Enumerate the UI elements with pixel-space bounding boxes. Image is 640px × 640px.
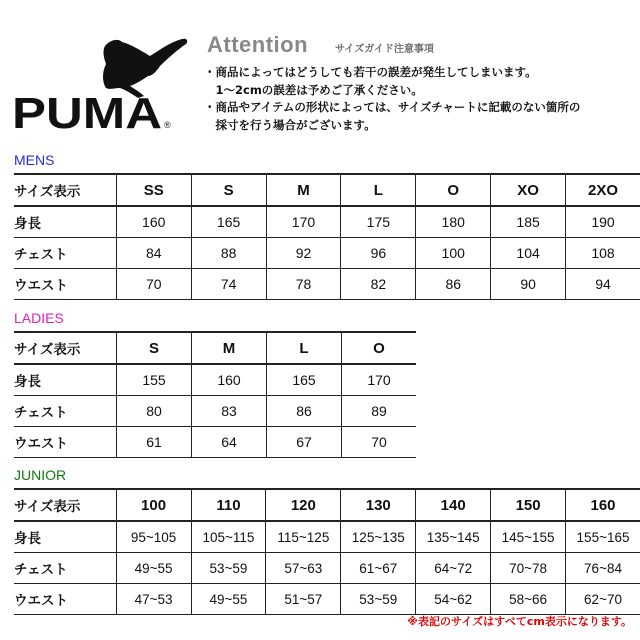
height-cell: 155 [117,364,192,396]
waist-cell: 74 [191,269,266,300]
height-row [14,206,640,238]
chest-cell: 108 [566,238,640,269]
height-cell: 145~155 [491,521,566,553]
size-cell: 140 [416,489,491,521]
size-cell: 120 [266,489,341,521]
chest-cell: 84 [116,238,191,269]
height-cell: 175 [341,206,416,238]
waist-cell: 67 [267,427,342,458]
height-cell: 190 [566,206,640,238]
chest-cell: 89 [342,396,417,427]
size-cell: M [266,174,341,206]
junior-title: JUNIOR [14,467,67,483]
ladies-size-table [14,331,416,458]
chest-cell: 80 [117,396,192,427]
waist-row [14,427,416,458]
waist-cell: 62~70 [566,584,640,615]
size-cell: S [191,174,266,206]
puma-logo [10,32,195,132]
size-row [14,174,640,206]
size-cell: O [416,174,491,206]
height-cell: 160 [116,206,191,238]
height-cell: 125~135 [341,521,416,553]
chest-cell: 57~63 [266,553,341,584]
waist-cell: 78 [266,269,341,300]
size-cell: L [341,174,416,206]
size-cell: 110 [191,489,266,521]
chest-cell: 92 [266,238,341,269]
height-cell: 165 [267,364,342,396]
row-label: ウエスト [14,269,116,300]
row-label: チェスト [14,396,117,427]
row-label: サイズ表示 [14,489,116,521]
chest-cell: 104 [491,238,566,269]
row-label: サイズ表示 [14,174,116,206]
chest-cell: 86 [267,396,342,427]
chest-cell: 53~59 [191,553,266,584]
chest-row [14,396,416,427]
waist-cell: 82 [341,269,416,300]
row-label: ウエスト [14,584,116,615]
size-cell: S [117,332,192,364]
height-cell: 185 [491,206,566,238]
size-cell: M [192,332,267,364]
row-label: 身長 [14,521,116,553]
svg-text:®: ® [164,120,171,130]
height-cell: 95~105 [116,521,191,553]
height-cell: 160 [192,364,267,396]
size-cell: XO [491,174,566,206]
row-label: 身長 [14,364,117,396]
height-row [14,521,640,553]
chest-cell: 88 [191,238,266,269]
waist-cell: 58~66 [491,584,566,615]
mens-title: MENS [14,152,55,168]
chest-row [14,553,640,584]
size-cell: 150 [491,489,566,521]
chest-cell: 70~78 [491,553,566,584]
waist-cell: 64 [192,427,267,458]
size-row [14,489,640,521]
height-cell: 170 [342,364,417,396]
chest-cell: 61~67 [341,553,416,584]
size-cell: 100 [116,489,191,521]
row-label: ウエスト [14,427,117,458]
size-row [14,332,416,364]
height-cell: 165 [191,206,266,238]
chest-cell: 96 [341,238,416,269]
height-cell: 180 [416,206,491,238]
row-label: チェスト [14,553,116,584]
height-row [14,364,416,396]
waist-cell: 70 [342,427,417,458]
size-cell: L [267,332,342,364]
chest-cell: 76~84 [566,553,640,584]
size-cell: 130 [341,489,416,521]
waist-cell: 90 [491,269,566,300]
waist-cell: 70 [116,269,191,300]
row-label: サイズ表示 [14,332,117,364]
waist-cell: 51~57 [266,584,341,615]
attention-note: 1～2cmの誤差は予めご了承ください。 [204,82,423,97]
size-cell: 2XO [566,174,640,206]
waist-cell: 54~62 [416,584,491,615]
chest-row [14,238,640,269]
attention-note: ・商品によってはどうしても若干の誤差が発生してしまいます。 [204,65,537,79]
waist-row [14,584,640,615]
height-cell: 135~145 [416,521,491,553]
height-cell: 155~165 [566,521,640,553]
row-label: 身長 [14,206,116,238]
chest-cell: 100 [416,238,491,269]
waist-cell: 49~55 [191,584,266,615]
height-cell: 115~125 [266,521,341,553]
waist-row [14,269,640,300]
junior-size-table [14,488,640,615]
size-cell: O [342,332,417,364]
attention-notes [204,64,624,134]
waist-cell: 47~53 [116,584,191,615]
attention-subtitle: サイズガイド注意事項 [335,44,434,55]
chest-cell: 64~72 [416,553,491,584]
row-label: チェスト [14,238,116,269]
chest-cell: 83 [192,396,267,427]
footnote: ※表記のサイズはすべてcm表示になります。 [407,615,632,628]
height-cell: 170 [266,206,341,238]
waist-cell: 53~59 [341,584,416,615]
height-cell: 105~115 [191,521,266,553]
waist-cell: 86 [416,269,491,300]
size-cell: SS [116,174,191,206]
ladies-title: LADIES [14,310,64,326]
mens-size-table [14,173,640,300]
waist-cell: 61 [117,427,192,458]
size-cell: 160 [566,489,640,521]
attention-note: 採寸を行う場合がございます。 [204,117,376,132]
chest-cell: 49~55 [116,553,191,584]
waist-cell: 94 [566,269,640,300]
attention-note: ・商品やアイテムの形状によっては、サイズチャートに記載のない箇所の [204,100,581,114]
brand-wordmark: PUMA [12,89,162,132]
attention-title: Attention [207,32,309,57]
